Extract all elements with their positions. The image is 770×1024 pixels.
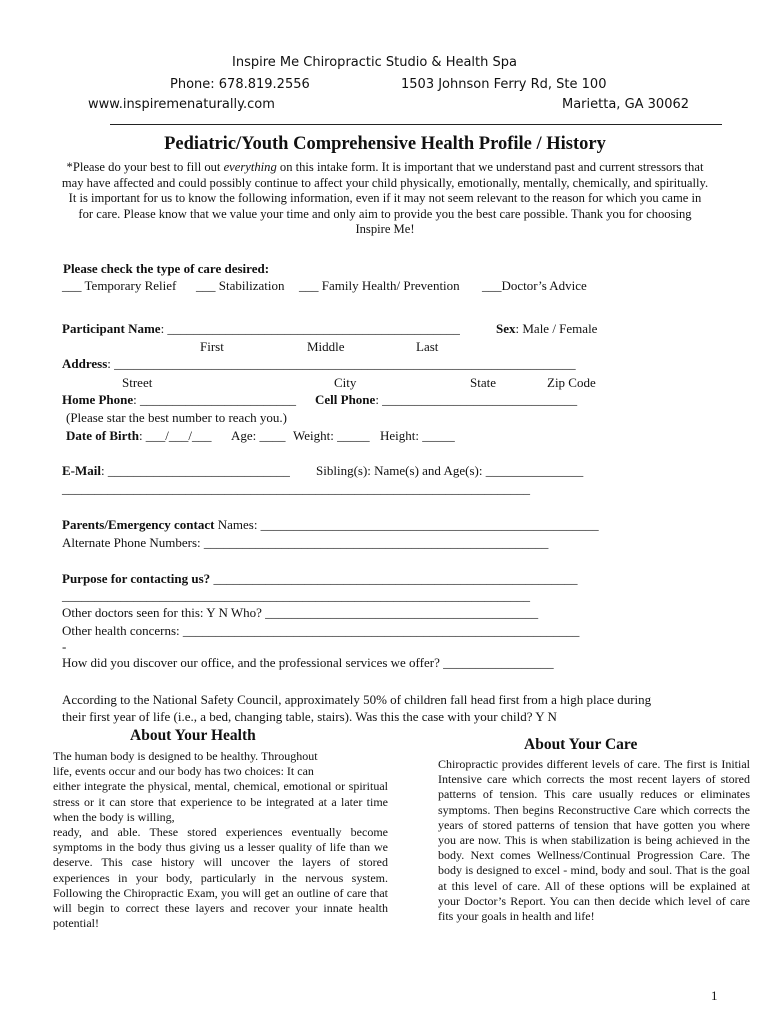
discover-field[interactable]: How did you discover our office, and the professional services we offer? _________________ [62, 655, 554, 670]
about-health-line-3: either integrate the physical, mental, chemical, emotional or spiritual stress or it can store that experience to be integrated at a later time when the body is willing, [53, 779, 388, 824]
parents-label: Parents/Emergency contact [62, 517, 215, 532]
home-phone-field[interactable]: : ________________________ [133, 392, 297, 407]
intro-post: on this intake form. It is important that we understand past and current stressors that may have affected and could possibly continue to affect your child physically, emotionally, mentally, chemically, and spiritually. It is important for us to know the following information, even if it may not seem relevant to the reason for which you came in for care. Please know that we value your time and only aim to provide you the best care possible. Thank you for choosing Inspire Me! [61, 160, 709, 236]
home-phone-label: Home Phone [62, 392, 134, 407]
email-field[interactable]: : ____________________________ [101, 463, 290, 478]
name-first-caption: First [200, 339, 224, 354]
address-row [62, 356, 576, 372]
care-option-stabilization[interactable]: ___ Stabilization [196, 278, 285, 293]
sex-row [496, 321, 597, 337]
care-option-doctors-advice[interactable]: ___Doctor’s Advice [482, 278, 587, 293]
care-option-family-health[interactable]: ___ Family Health/ Prevention [299, 278, 460, 293]
nsc-line-1: According to the National Safety Council, approximately 50% of children fall head first from a high place during [62, 692, 652, 707]
page-number: 1 [711, 988, 718, 1003]
star-note: (Please star the best number to reach you.) [66, 410, 287, 425]
name-middle-caption: Middle [307, 339, 345, 354]
intro-emphasis: everything [223, 160, 277, 174]
purpose-label: Purpose for contacting us? [62, 571, 211, 586]
nsc-line-2: their first year of life (i.e., a bed, changing table, stairs). Was this the case with your child? Y N [62, 709, 557, 724]
participant-name-field[interactable]: : _____________________________________________ [160, 321, 460, 336]
about-health-heading: About Your Health [130, 727, 256, 744]
about-health-line-4: ready, and able. These stored experiences eventually become symptoms in the body thus giving us a lesser quality of life than we deserve. This case history will uncover the layers of stored experiences in your body, particularly in the nervous system. Following the Chiropractic Exam, you will get an outline of care that will begin to correct these layers and recover your innate health potential! [53, 825, 388, 931]
purpose-extra-line[interactable]: ________________________________________________________________________ [62, 588, 530, 603]
weight-field[interactable]: Weight: _____ [293, 428, 370, 443]
addr-state-caption: State [470, 375, 496, 390]
alt-phone-field[interactable]: Alternate Phone Numbers: _____________________________________________________ [62, 535, 549, 550]
name-last-caption: Last [416, 339, 439, 354]
addr-zip-caption: Zip Code [547, 375, 596, 390]
about-health-line-2: life, events occur and our body has two choices: It can [53, 764, 314, 779]
participant-name-row [62, 321, 460, 337]
address-label: Address [62, 356, 108, 371]
dob-row [66, 428, 212, 444]
intro-pre: *Please do your best to fill out [66, 160, 224, 174]
dash-mark: - [62, 639, 67, 654]
sex-options[interactable]: : Male / Female [515, 321, 598, 336]
addr-street-caption: Street [122, 375, 153, 390]
cell-phone-field[interactable]: : ______________________________ [375, 392, 578, 407]
parents-field[interactable]: Names: ____________________________________________________ [214, 517, 599, 532]
siblings-extra-line[interactable]: ________________________________________________________________________ [62, 481, 530, 496]
about-care-body: Chiropractic provides different levels of care. The first is Initial Intensive care which corrects the most recent layers of stored patterns of tension. This care usually reduces or eliminates symptoms. Then begins Reconstructive Care which corrects the years of stored patterns of tension that have gotten you where you are now. This is when stabilization is being achieved in the body. Next comes Wellness/Continual Progression Care. The body is designed to excel - mind, body and soul. That is the goal at this level of care. All of these options will be explained at your Doctor’s Report. You can then decide which level of care fits your goals in health and life! [438, 757, 750, 924]
siblings-field[interactable]: Sibling(s): Name(s) and Age(s): _______________ [316, 463, 584, 478]
email-label: E-Mail [62, 463, 101, 478]
home-phone-row [62, 392, 296, 408]
intro-paragraph [60, 160, 710, 238]
header-divider [110, 124, 722, 125]
height-field[interactable]: Height: _____ [380, 428, 455, 443]
other-concerns-field[interactable]: Other health concerns: _____________________________________________________________ [62, 623, 580, 638]
dob-field[interactable]: : ___/___/___ [138, 428, 212, 443]
studio-phone: Phone: 678.819.2556 [170, 77, 310, 92]
dob-label: Date of Birth [66, 428, 139, 443]
addr-city-caption: City [334, 375, 357, 390]
studio-address-street: 1503 Johnson Ferry Rd, Ste 100 [401, 77, 607, 92]
other-doctors-field[interactable]: Other doctors seen for this: Y N Who? __________________________________________ [62, 605, 539, 620]
studio-website: www.inspiremenaturally.com [88, 97, 275, 112]
purpose-row [62, 571, 577, 587]
about-health-line-1: The human body is designed to be healthy. Throughout [53, 749, 318, 763]
cell-phone-label: Cell Phone [315, 392, 376, 407]
cell-phone-row [315, 392, 577, 408]
parents-row [62, 517, 599, 533]
about-care-heading: About Your Care [524, 736, 638, 753]
purpose-field[interactable]: ________________________________________________________ [210, 571, 578, 586]
participant-name-label: Participant Name [62, 321, 161, 336]
sex-label: Sex [496, 321, 516, 336]
studio-name: Inspire Me Chiropractic Studio & Health Spa [232, 55, 517, 70]
page-title: Pediatric/Youth Comprehensive Health Profile / History [164, 134, 606, 154]
care-option-temporary-relief[interactable]: ___ Temporary Relief [62, 278, 177, 293]
email-row [62, 463, 290, 479]
about-health-body [53, 749, 388, 931]
care-type-label: Please check the type of care desired: [63, 261, 270, 276]
address-field[interactable]: : _______________________________________________________________________ [107, 356, 576, 371]
age-field[interactable]: Age: ____ [231, 428, 286, 443]
studio-address-city: Marietta, GA 30062 [562, 97, 690, 112]
